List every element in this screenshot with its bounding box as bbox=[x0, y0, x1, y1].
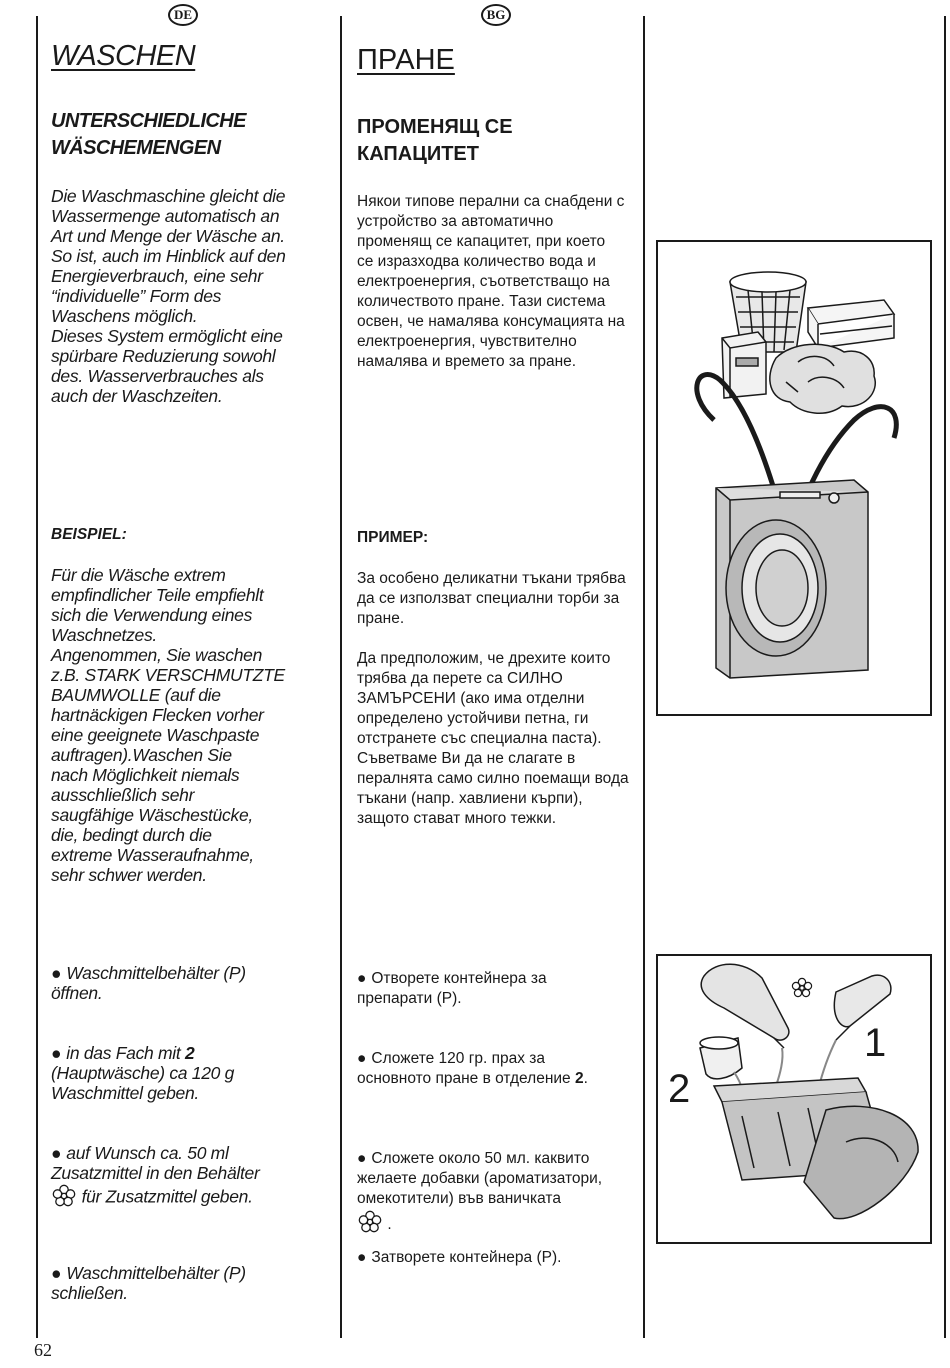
bg-page-title: ПРАНЕ bbox=[357, 44, 455, 76]
language-badge-de: DE bbox=[168, 4, 198, 26]
bg-example-heading: ПРИМЕР: bbox=[357, 529, 429, 546]
de-section-heading bbox=[51, 108, 246, 162]
column-divider-middle bbox=[340, 16, 342, 1338]
compartment-2-label: 2 bbox=[668, 1067, 691, 1111]
detergent-dispenser-illustration bbox=[656, 954, 932, 1244]
column-divider-edge bbox=[944, 16, 946, 1338]
bg-step-add-detergent-a: Сложете 120 гр. прах за основното пране в отделение bbox=[357, 1050, 571, 1087]
bg-step-add-detergent-b: . bbox=[583, 1070, 588, 1087]
bg-section-heading-line2: КАПАЦИТЕТ bbox=[357, 143, 479, 165]
bg-example-paragraph-1: За особено деликатни тъкани трябва да се използват специални торби за пране. bbox=[357, 570, 626, 627]
flower-compartment-icon bbox=[792, 978, 811, 996]
dispenser-drawer-icon bbox=[714, 1078, 918, 1219]
de-step-add-detergent bbox=[51, 1043, 331, 1103]
de-step-add-detergent-a: in das Fach mit bbox=[66, 1043, 185, 1063]
column-divider-left bbox=[36, 16, 38, 1338]
page-number: 62 bbox=[34, 1340, 52, 1360]
de-step-add-additive bbox=[51, 1143, 336, 1213]
clothes-pile-icon bbox=[770, 344, 875, 413]
bg-compartment-number: 2 bbox=[574, 1070, 584, 1087]
bg-example-paragraph-2: Да предположим, че дрехите които трябва да перете са СИЛНО ЗАМЪРСЕНИ (ако има отделни определено устойчиви петна, ги отстранете със специална паста). Съветваме Ви да не слагате в пералнята само силно поемащи вода тъкани (напр. хавлиени кърпи), защото стават много тежки. bbox=[357, 650, 629, 827]
bg-section-heading-line1: ПРОМЕНЯЩ СЕ bbox=[357, 116, 513, 138]
folded-towels-icon bbox=[808, 300, 894, 348]
flower-compartment-icon bbox=[51, 1183, 77, 1213]
de-step-add-additive-b: für Zusatzmittel geben. bbox=[81, 1186, 253, 1207]
bg-section-heading bbox=[357, 114, 513, 168]
de-section-heading-line2: WÄSCHEMENGEN bbox=[51, 137, 221, 159]
de-step-add-detergent-b: (Hauptwäsche) ca 120 g Waschmittel geben. bbox=[51, 1063, 235, 1103]
laundry-load-illustration bbox=[656, 240, 932, 716]
pour-stream bbox=[776, 1048, 783, 1086]
de-example-heading: BEISPIEL: bbox=[51, 526, 127, 543]
washing-machine-icon bbox=[716, 480, 868, 678]
measuring-cup-icon bbox=[700, 1037, 742, 1079]
de-example-text: Für die Wäsche extrem empfindlicher Teile empfiehlt sich die Verwendung eines Waschnetzes. Angenommen, Sie waschen z.B. STARK VERSCHMUTZTE BAUMWOLLE (auf die hartnäckigen Flecken vorher eine geeignete Waschpaste auftragen).Waschen Sie nach Möglichkeit niemals ausschließlich sehr saugfähige Wäschestücke, die, bedingt durch die extreme Wasseraufnahme, sehr schwer werden. bbox=[51, 565, 285, 885]
compartment-1-label: 1 bbox=[864, 1021, 887, 1065]
bg-step-add-additive-a: Сложете около 50 мл. каквито желаете добавки (ароматизатори, омекотители) във ваничката bbox=[357, 1150, 603, 1207]
de-page-title: WASCHEN bbox=[51, 40, 196, 72]
de-intro-text: Die Waschmaschine gleicht die Wassermenge automatisch an Art und Menge der Wäsche an. So ist, auch im Hinblick auf den Energieverbrauch, eine sehr “individuelle” Form des Waschens möglich. Dieses System ermöglicht eine spürbare Reduzierung sowohl des. Wasserverbrauches als auch der Waschzeiten. bbox=[51, 186, 286, 406]
de-step-close-dispenser: ● Waschmittelbehälter (P) schließen. bbox=[51, 1263, 331, 1303]
de-section-heading-line1: UNTERSCHIEDLICHE bbox=[51, 110, 246, 132]
column-divider-right bbox=[643, 16, 645, 1338]
bg-step-add-additive bbox=[357, 1149, 642, 1241]
de-step-add-additive-a: auf Wunsch ca. 50 ml Zusatzmittel in den Behälter bbox=[51, 1143, 260, 1183]
liquid-bottle-icon bbox=[701, 964, 789, 1048]
language-badge-bg: BG bbox=[481, 4, 511, 26]
flower-compartment-icon bbox=[357, 1209, 383, 1241]
bg-intro-text: Някои типове перални са снабдени с устройство за автоматично променящ се капацитет, при което се изразходва количество вода и електроенергия, съответстващо на количеството пране. Тази система освен, че намалява консумацията на електроенергия, чувствително намалява и времето за пране. bbox=[357, 193, 625, 370]
de-compartment-number: 2 bbox=[185, 1043, 195, 1063]
bg-step-add-additive-b: . bbox=[387, 1216, 392, 1234]
bg-step-close-dispenser: ● Затворете контейнера (P). bbox=[357, 1248, 637, 1268]
de-step-open-dispenser: ● Waschmittelbehälter (P) öffnen. bbox=[51, 963, 331, 1003]
bg-step-add-detergent bbox=[357, 1049, 637, 1089]
bg-step-open-dispenser: ● Отворете контейнера за препарати (P). bbox=[357, 969, 637, 1009]
